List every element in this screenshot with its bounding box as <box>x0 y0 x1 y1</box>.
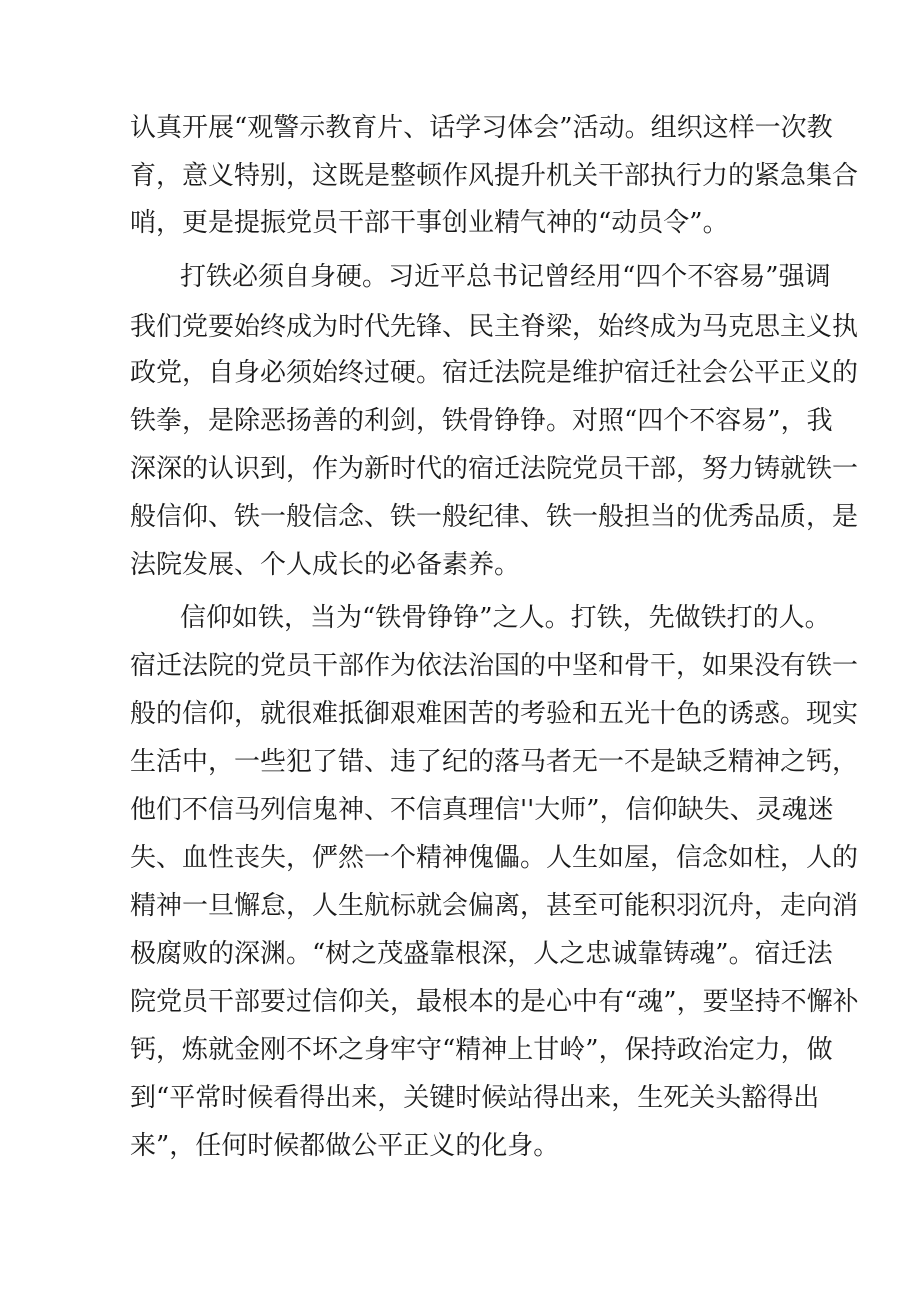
paragraph-1-line-1: 认真开展“观警示教育片、话学习体会”活动。组织这样一次教 <box>130 113 833 143</box>
paragraph-2-line-5: 深深的认识到，作为新时代的宿迁法院党员干部，努力铸就铁一 <box>130 454 859 484</box>
paragraph-3-line-2: 宿迁法院的党员干部作为依法治国的中坚和骨干，如果没有铁一 <box>130 651 859 681</box>
paragraph-3-line-6: 失、血性丧失，俨然一个精神傀儡。人生如屋，信念如柱，人的 <box>130 843 859 873</box>
paragraph-2-line-4: 铁拳，是除恶扬善的利剑，铁骨铮铮。对照“四个不容易”，我 <box>130 406 833 436</box>
paragraph-2-line-1: 打铁必须自身硬。习近平总书记曾经用“四个不容易”强调 <box>180 262 831 292</box>
paragraph-2-line-2: 我们党要始终成为时代先锋、民主脊梁，始终成为马克思主义执 <box>130 312 859 342</box>
paragraph-3-line-12: 来”，任何时候都做公平正义的化身。 <box>130 1131 560 1161</box>
paragraph-3-line-3: 般的信仰，就很难抵御艰难困苦的考验和五光十色的诱惑。现实 <box>130 699 859 729</box>
paragraph-3-line-10: 钙，炼就金刚不坏之身牢守“精神上甘岭”，保持政治定力，做 <box>130 1035 833 1065</box>
paragraph-3-line-9: 院党员干部要过信仰关，最根本的是心中有“魂”，要坚持不懈补 <box>130 987 859 1017</box>
paragraph-3-line-7: 精神一旦懈怠，人生航标就会偏离，甚至可能积羽沉舟，走向消 <box>130 891 859 921</box>
paragraph-3-line-11: 到“平常时候看得出来，关键时候站得出来，生死关头豁得出 <box>130 1083 820 1113</box>
paragraph-2-line-3: 政党，自身必须始终过硬。宿迁法院是维护宿迁社会公平正义的 <box>130 358 859 388</box>
paragraph-3-line-1: 信仰如铁，当为“铁骨铮铮”之人。打铁，先做铁打的人。 <box>180 603 831 633</box>
paragraph-1-line-2: 育，意义特别，这既是整顿作风提升机关干部执行力的紧急集合 <box>130 161 859 191</box>
paragraph-3-line-5: 他们不信马列信鬼神、不信真理信''大师”，信仰缺失、灵魂迷 <box>130 795 834 825</box>
paragraph-3-line-4: 生活中，一些犯了错、违了纪的落马者无一不是缺乏精神之钙， <box>130 747 859 777</box>
paragraph-2-line-6: 般信仰、铁一般信念、铁一般纪律、铁一般担当的优秀品质，是 <box>130 502 859 532</box>
paragraph-3-line-8: 极腐败的深渊。“树之茂盛靠根深，人之忠诚靠铸魂”。宿迁法 <box>130 939 833 969</box>
paragraph-2-line-7: 法院发展、个人成长的必备素养。 <box>130 550 521 580</box>
paragraph-1-line-3: 哨，更是提振党员干部干事创业精气神的“动员令”。 <box>130 208 729 238</box>
